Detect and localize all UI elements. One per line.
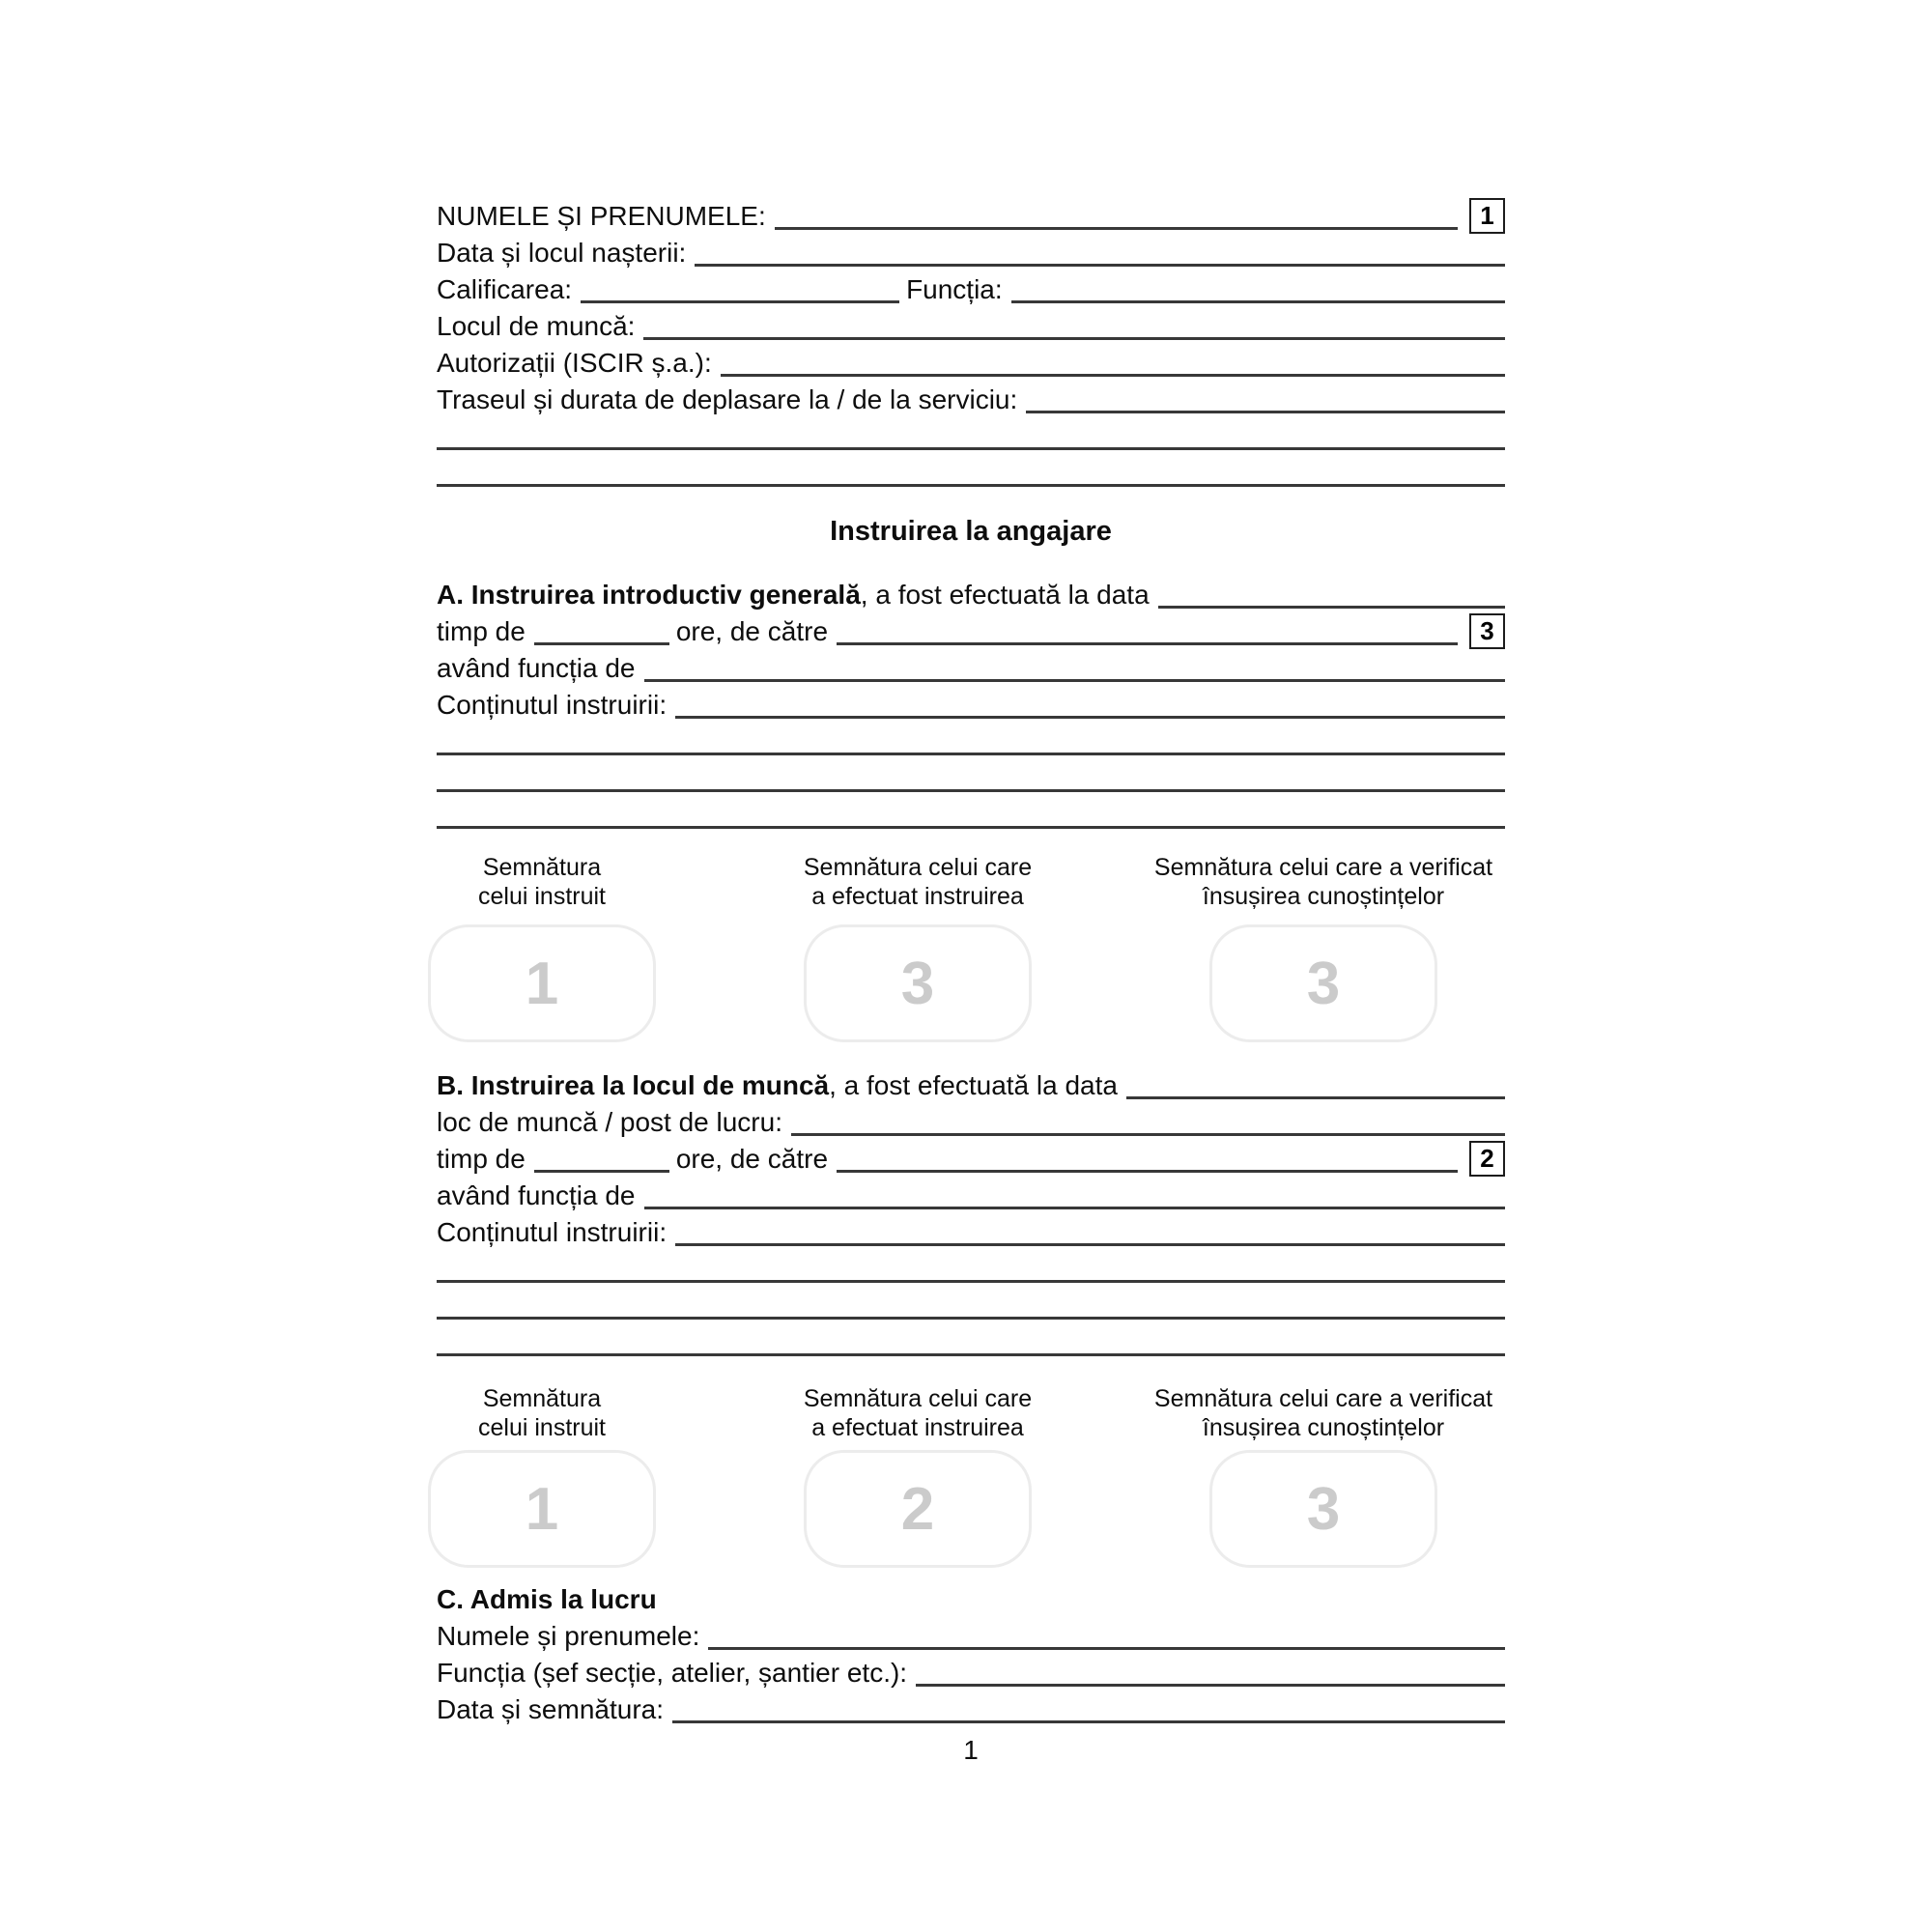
section-a-title: A. Instruirea introductiv generală — [437, 580, 861, 610]
signature-header-line: a efectuat instruirea — [811, 883, 1024, 910]
signature-header-line: însușirea cunoștințelor — [1202, 1414, 1445, 1441]
section-b-title-rest: , a fost efectuată la data — [829, 1070, 1118, 1100]
section-c-name-row — [437, 1618, 1505, 1655]
function-blank-line — [1011, 300, 1505, 303]
section-c-name-label: Numele și prenumele: — [437, 1621, 700, 1651]
section-c-function-blank-line — [916, 1684, 1505, 1687]
section-b-content-blank-line — [675, 1243, 1505, 1246]
blank-line — [437, 1280, 1505, 1283]
commute-extra-line-2 — [437, 455, 1505, 492]
section-a-date-blank-line — [1158, 606, 1505, 609]
signature-header-line: Semnătura celui care — [803, 1385, 1033, 1412]
signature-field-placeholder[interactable]: 1 — [428, 1450, 656, 1568]
section-a-hours-blank-line — [534, 642, 669, 645]
section-a-by-blank-line — [837, 642, 1458, 645]
section-a-title-rest: , a fost efectuată la data — [860, 580, 1150, 610]
workplace-row — [437, 308, 1505, 345]
blank-line — [437, 484, 1505, 487]
signature-field-placeholder[interactable]: 1 — [428, 924, 656, 1042]
section-a-role-row — [437, 650, 1505, 687]
section-b-date-blank-line — [1126, 1096, 1505, 1099]
section-c-function-row — [437, 1655, 1505, 1691]
signature-field-placeholder[interactable]: 2 — [804, 1450, 1032, 1568]
section-a-signature-headers — [437, 853, 1505, 911]
blank-line — [437, 1317, 1505, 1320]
marker-badge-2: 2 — [1469, 1141, 1505, 1177]
signature-header-line: a efectuat instruirea — [811, 1414, 1024, 1441]
signature-field-placeholder[interactable]: 3 — [804, 924, 1032, 1042]
section-b-content-row — [437, 1214, 1505, 1251]
section-c-date-row — [437, 1691, 1505, 1728]
section-a-content-label: Conținutul instruirii: — [437, 690, 668, 720]
section-b-duration-row — [437, 1141, 1505, 1178]
signature-header-verificator — [1154, 1384, 1492, 1442]
qualification-blank-line — [581, 300, 899, 303]
birth-label: Data și locul nașterii: — [437, 238, 687, 268]
section-b-by-label: ore, de către — [675, 1144, 829, 1174]
birth-row — [437, 235, 1505, 271]
signature-header-line: celui instruit — [478, 883, 606, 910]
signature-field-placeholder[interactable]: 3 — [1209, 1450, 1437, 1568]
section-a-title-row — [437, 577, 1505, 613]
name-blank-line — [775, 227, 1458, 230]
birth-blank-line — [695, 264, 1505, 267]
section-a-content-blank-line — [675, 716, 1505, 719]
section-a-role-label: având funcția de — [437, 653, 636, 683]
section-b-role-label: având funcția de — [437, 1180, 636, 1210]
section-b-hours-blank-line — [534, 1170, 669, 1173]
signature-header-line: Semnătura celui care — [803, 854, 1033, 881]
section-b-role-row — [437, 1178, 1505, 1214]
section-b-signature-headers — [437, 1384, 1505, 1442]
page-number: 1 — [963, 1735, 979, 1765]
signature-header-verificator — [1154, 853, 1492, 911]
section-b-workplace-blank-line — [791, 1133, 1505, 1136]
name-row — [437, 198, 1505, 235]
section-c-name-blank-line — [708, 1647, 1505, 1650]
section-b-by-blank-line — [837, 1170, 1458, 1173]
commute-row — [437, 382, 1505, 418]
section-b-extra-line-1 — [437, 1251, 1505, 1288]
section-a-duration-row — [437, 613, 1505, 650]
commute-blank-line — [1026, 411, 1505, 413]
signature-header-line: Semnătura celui care a verificat — [1153, 854, 1493, 881]
section-a-duration-label: timp de — [437, 616, 526, 646]
signature-header-line: celui instruit — [478, 1414, 606, 1441]
signature-header-instruit — [478, 1384, 606, 1442]
section-a-signature-boxes — [437, 924, 1505, 1042]
blank-line — [437, 447, 1505, 450]
marker-badge-1: 1 — [1469, 198, 1505, 234]
blank-line — [437, 1353, 1505, 1356]
commute-label: Traseul și durata de deplasare la / de la serviciu: — [437, 384, 1018, 414]
section-b-content-label: Conținutul instruirii: — [437, 1217, 668, 1247]
function-label: Funcția: — [906, 274, 1003, 304]
section-a-extra-line-1 — [437, 724, 1505, 760]
section-b-title: B. Instruirea la locul de muncă — [437, 1070, 830, 1100]
qualification-label: Calificarea: — [437, 274, 573, 304]
section-b-title-row — [437, 1067, 1505, 1104]
blank-line — [437, 753, 1505, 755]
section-b-role-blank-line — [644, 1207, 1506, 1209]
name-label: NUMELE ȘI PRENUMELE: — [437, 201, 766, 231]
signature-header-instructor — [804, 1384, 1032, 1442]
signature-header-line: Semnătura celui care a verificat — [1153, 1385, 1493, 1412]
commute-extra-line-1 — [437, 418, 1505, 455]
authorizations-blank-line — [721, 374, 1505, 377]
blank-line — [437, 789, 1505, 792]
section-a-extra-line-3 — [437, 797, 1505, 834]
authorizations-label: Autorizații (ISCIR ș.a.): — [437, 348, 712, 378]
signature-header-line: însușirea cunoștințelor — [1202, 883, 1445, 910]
section-c-function-label: Funcția (șef secție, atelier, șantier etc.): — [437, 1658, 908, 1688]
signature-field-placeholder[interactable]: 3 — [1209, 924, 1437, 1042]
section-c-title: C. Admis la lucru — [437, 1584, 657, 1614]
section-b-extra-line-3 — [437, 1324, 1505, 1361]
blank-line — [437, 826, 1505, 829]
section-c-date-blank-line — [672, 1720, 1505, 1723]
section-b-workplace-label: loc de muncă / post de lucru: — [437, 1107, 782, 1137]
section-b-extra-line-2 — [437, 1288, 1505, 1324]
marker-badge-3: 3 — [1469, 613, 1505, 649]
section-b-duration-label: timp de — [437, 1144, 526, 1174]
signature-header-line: Semnătura — [482, 854, 602, 881]
form-content — [437, 198, 1505, 1769]
section-c-date-label: Data și semnătura: — [437, 1694, 664, 1724]
section-a-by-label: ore, de către — [675, 616, 829, 646]
signature-header-line: Semnătura — [482, 1385, 602, 1412]
workplace-blank-line — [643, 337, 1505, 340]
section-c-title-row — [437, 1581, 1505, 1618]
chapter-title: Instruirea la angajare — [830, 516, 1112, 547]
section-a-extra-line-2 — [437, 760, 1505, 797]
section-b-workplace-row — [437, 1104, 1505, 1141]
section-a-content-row — [437, 687, 1505, 724]
section-a-role-blank-line — [644, 679, 1506, 682]
signature-header-instructor — [804, 853, 1032, 911]
qualification-row — [437, 271, 1505, 308]
signature-header-instruit — [478, 853, 606, 911]
workplace-label: Locul de muncă: — [437, 311, 636, 341]
authorizations-row — [437, 345, 1505, 382]
section-b-signature-boxes — [437, 1450, 1505, 1568]
